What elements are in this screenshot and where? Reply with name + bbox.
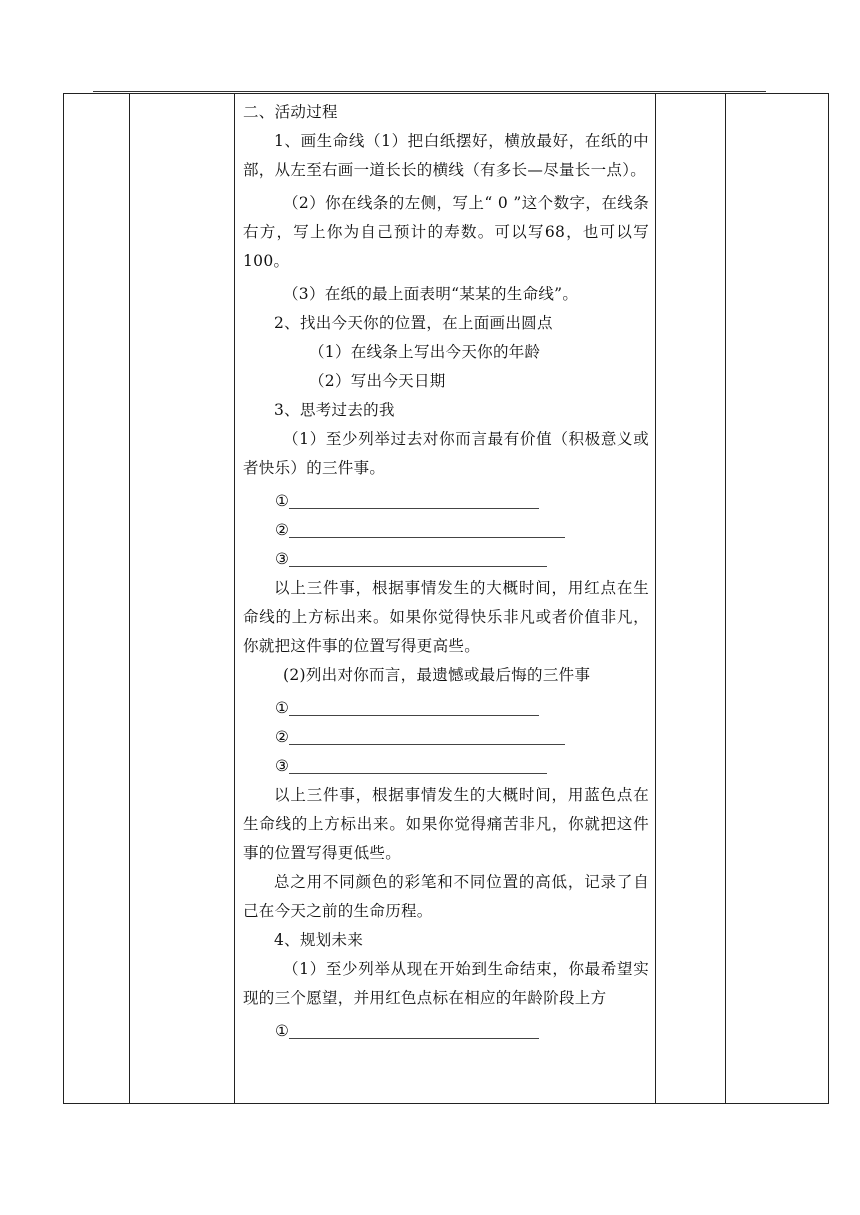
table-column-divider	[725, 94, 726, 1103]
step3-question: （1）至少列举过去对你而言最有价值（积极意义或者快乐）的三件事。	[243, 430, 649, 477]
step4-question: （1）至少列举从现在开始到生命结束，你最希望实现的三个愿望，并用红色点标在相应的年龄阶段上方	[243, 960, 649, 1007]
answer-underline	[289, 1038, 539, 1039]
answer-blank[interactable]	[243, 516, 649, 545]
section-title: 二、活动过程	[243, 103, 338, 121]
step3-question: (2)列出对你而言，最遗憾或最后悔的三件事	[283, 666, 591, 684]
step2-title: 2、找出今天你的位置，在上面画出圆点	[274, 314, 553, 332]
table-column-divider	[655, 94, 656, 1103]
step3-note: 以上三件事，根据事情发生的大概时间，用红点在生命线的上方标出来。如果你觉得快乐非凡或者价值非凡，你就把这件事的位置写得更高些。	[243, 579, 649, 655]
page-header-rule	[93, 91, 766, 92]
answer-underline	[289, 715, 539, 716]
step3-note: 以上三件事，根据事情发生的大概时间，用蓝色点在生命线的上方标出来。如果你觉得痛苦非凡，你就把这件事的位置写得更低些。	[243, 786, 649, 862]
answer-number: ③	[275, 550, 290, 568]
step1-paragraph: （3）在纸的最上面表明“某某的生命线”。	[283, 285, 579, 303]
answer-blank[interactable]	[243, 752, 649, 781]
step3-title: 3、思考过去的我	[274, 401, 395, 419]
answer-underline	[289, 566, 547, 567]
answer-number: ②	[275, 728, 290, 746]
answer-underline	[289, 773, 547, 774]
answer-number: ③	[275, 757, 290, 775]
step3-summary: 总之用不同颜色的彩笔和不同位置的高低，记录了自己在今天之前的生命历程。	[243, 873, 649, 920]
answer-number: ①	[275, 1022, 290, 1040]
answer-blank[interactable]	[243, 694, 649, 723]
answer-blank[interactable]	[243, 545, 649, 574]
answer-underline	[289, 537, 565, 538]
table-column-divider	[234, 94, 235, 1103]
answer-blank[interactable]	[243, 1017, 649, 1046]
answer-underline	[289, 508, 539, 509]
step4-title: 4、规划未来	[274, 931, 364, 949]
step1-paragraph: 1、画生命线（1）把白纸摆好，横放最好，在纸的中部，从左至右画一道长长的横线（有多长—尽量长一点）。	[243, 132, 649, 179]
answer-underline	[289, 744, 565, 745]
answer-blank[interactable]	[243, 487, 649, 516]
answer-blank[interactable]	[243, 723, 649, 752]
step2-item: （1）在线条上写出今天你的年龄	[309, 343, 541, 361]
answer-number: ①	[275, 492, 290, 510]
table-column-divider	[129, 94, 130, 1103]
answer-number: ②	[275, 521, 290, 539]
answer-number: ①	[275, 699, 290, 717]
step2-item: （2）写出今天日期	[309, 372, 446, 390]
step1-paragraph: （2）你在线条的左侧，写上“ 0 ”这个数字，在线条右方，写上你为自己预计的寿数。可以写68，也可以写100。	[243, 194, 649, 270]
activity-process-cell	[243, 98, 649, 1046]
